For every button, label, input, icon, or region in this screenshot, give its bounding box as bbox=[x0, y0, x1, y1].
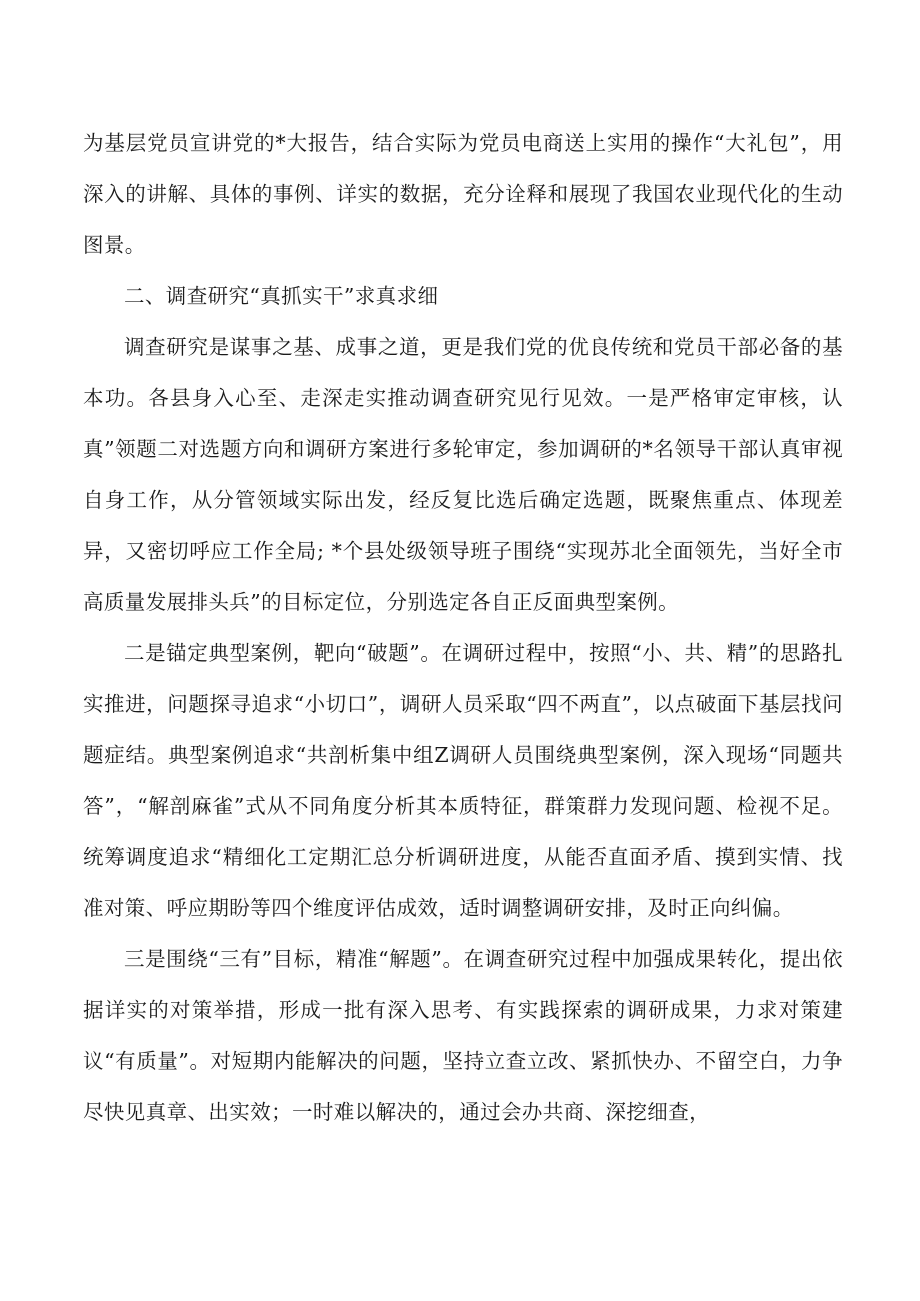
paragraph-typical-cases: 二是锚定典型案例，靶向“破题”。在调研过程中，按照“小、共、精”的思路扎实推进，问题探寻追求“小切口”，调研人员采取“四不两直”，以点破面下基层找问题症结。典型案例追求“共剖析集中组Z调研人员围绕典型案例，深入现场“同题共答”，“解剖麻雀”式从不同角度分析其本质特征，群策群力发现问题、检视不足。统筹调度追求“精细化工定期汇总分析调研进度，从能否直面矛盾、摸到实情、找准对策、呼应期盼等四个维度评估成效，适时调整调研安排，及时正向纠偏。 bbox=[83, 641, 843, 920]
paragraph-three-goals: 三是围绕“三有”目标，精准“解题”。在调查研究过程中加强成果转化，提出依据详实的对策举措，形成一批有深入思考、有实践探索的调研成果，力求对策建议“有质量”。对短期内能解决的问题，坚持立查立改、紧抓快办、不留空白，力争尽快见真章、出实效；一时难以解决的，通过会办共商、深挖细查， bbox=[83, 947, 843, 1124]
paragraph-research-overview: 调查研究是谋事之基、成事之道，更是我们党的优良传统和党员干部必备的基本功。各县身入心至、走深走实推动调查研究见行见效。一是严格审定审核，认真”领题二对选题方向和调研方案进行多轮审定，参加调研的*名领导干部认真审视自身工作，从分管领域实际出发，经反复比选后确定选题，既聚焦重点、体现差异，又密切呼应工作全局; *个县处级领导班子围绕“实现苏北全面领先，当好全市高质量发展排头兵”的目标定位，分别选定各自正反面典型案例。 bbox=[83, 335, 843, 614]
document-body bbox=[83, 118, 843, 1138]
paragraph-intro-continuation: 为基层党员宣讲党的*大报告，结合实际为党员电商送上实用的操作“大礼包”，用深入的讲解、具体的事例、详实的数据，充分诠释和展现了我国农业现代化的生动图景。 bbox=[83, 131, 843, 257]
section-heading: 二、调查研究“真抓实干”求真求细 bbox=[124, 284, 439, 308]
